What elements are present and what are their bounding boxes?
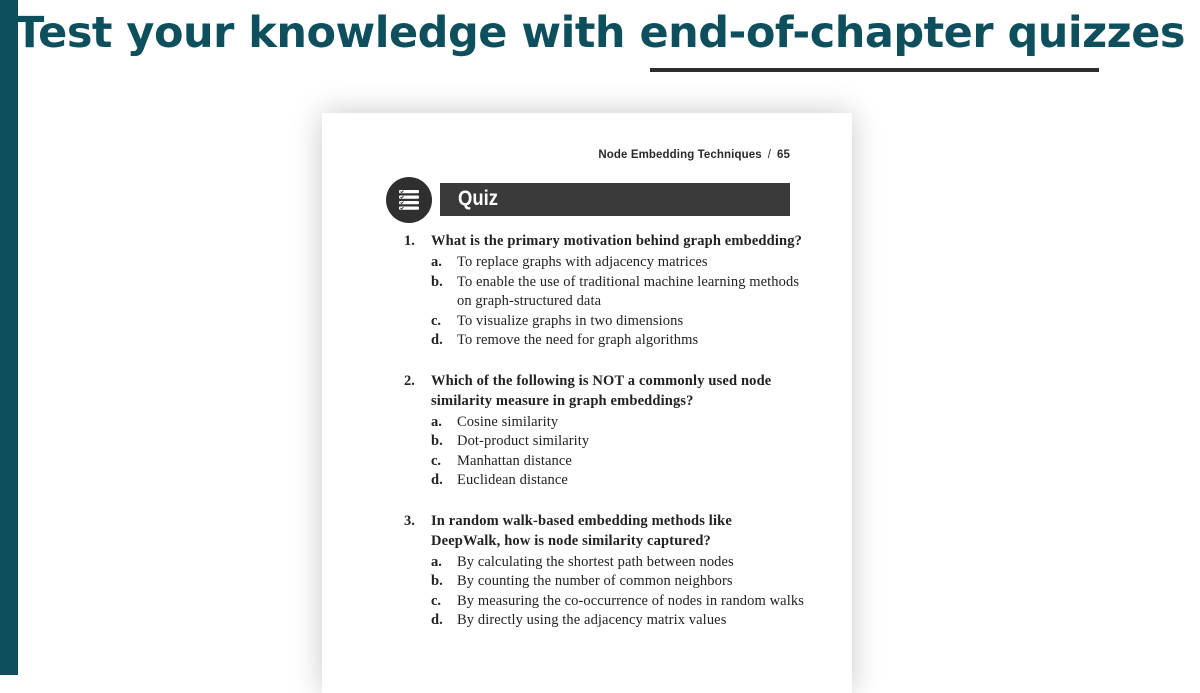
answer-option (404, 273, 804, 312)
answer-option (404, 253, 804, 273)
option-text: Manhattan distance (457, 452, 572, 469)
option-letter: b. (431, 433, 443, 449)
option-letter: a. (431, 254, 442, 270)
chapter-title: Node Embedding Techniques (598, 149, 762, 161)
answer-option (404, 312, 804, 332)
answer-option (404, 572, 804, 592)
answer-option (404, 331, 804, 351)
quiz-banner (440, 183, 790, 216)
answer-option (404, 471, 804, 491)
question-text: Which of the following is NOT a commonly used node similarity measure in graph embeddings? (431, 372, 772, 409)
option-letter: a. (431, 413, 442, 430)
page-number: 65 (777, 149, 790, 161)
quiz-question (404, 371, 804, 491)
option-letter: b. (431, 273, 443, 290)
option-text: To visualize graphs in two dimensions (457, 312, 684, 329)
option-letter: d. (431, 612, 443, 628)
answer-option (404, 413, 804, 433)
quiz-banner-title: Quiz (458, 187, 499, 210)
option-letter: d. (431, 332, 443, 348)
question-text: In random walk-based embedding methods like DeepWalk, how is node similarity captured? (431, 512, 732, 549)
question-text: What is the primary motivation behind graph embedding? (431, 233, 803, 249)
answer-option (404, 452, 804, 472)
answer-option (404, 611, 804, 631)
option-letter: a. (431, 553, 442, 570)
option-text: Euclidean distance (457, 472, 568, 488)
option-text: By calculating the shortest path between nodes (457, 553, 734, 570)
quiz-question (404, 231, 804, 351)
book-page (322, 113, 852, 693)
quiz-question (404, 511, 804, 631)
option-letter: c. (431, 592, 442, 609)
running-head (598, 149, 790, 161)
option-text: Cosine similarity (457, 413, 559, 430)
option-letter: c. (431, 452, 442, 469)
question-number: 3. (404, 512, 415, 529)
question-number: 1. (404, 233, 415, 249)
option-text: To remove the need for graph algorithms (457, 332, 699, 348)
option-letter: d. (431, 472, 443, 488)
option-text: By counting the number of common neighbors (457, 573, 733, 589)
quiz-question-list (404, 231, 804, 651)
option-text: To enable the use of traditional machine learning methods on graph-structured data (457, 273, 800, 309)
slide-title: Test your knowledge with end-of-chapter quizzes (15, 8, 1185, 58)
question-number: 2. (404, 372, 415, 389)
option-text: Dot-product similarity (457, 433, 590, 449)
answer-option (404, 592, 804, 612)
left-accent-bar (0, 0, 18, 675)
option-text: By directly using the adjacency matrix values (457, 612, 727, 628)
answer-option (404, 553, 804, 573)
option-text: By measuring the co-occurrence of nodes in random walks (457, 592, 804, 609)
option-text: To replace graphs with adjacency matrices (457, 254, 708, 270)
title-underline (650, 68, 1099, 72)
checklist-icon (386, 177, 432, 223)
option-letter: c. (431, 312, 442, 329)
answer-option (404, 432, 804, 452)
option-letter: b. (431, 573, 443, 589)
running-head-separator: / (767, 149, 771, 161)
